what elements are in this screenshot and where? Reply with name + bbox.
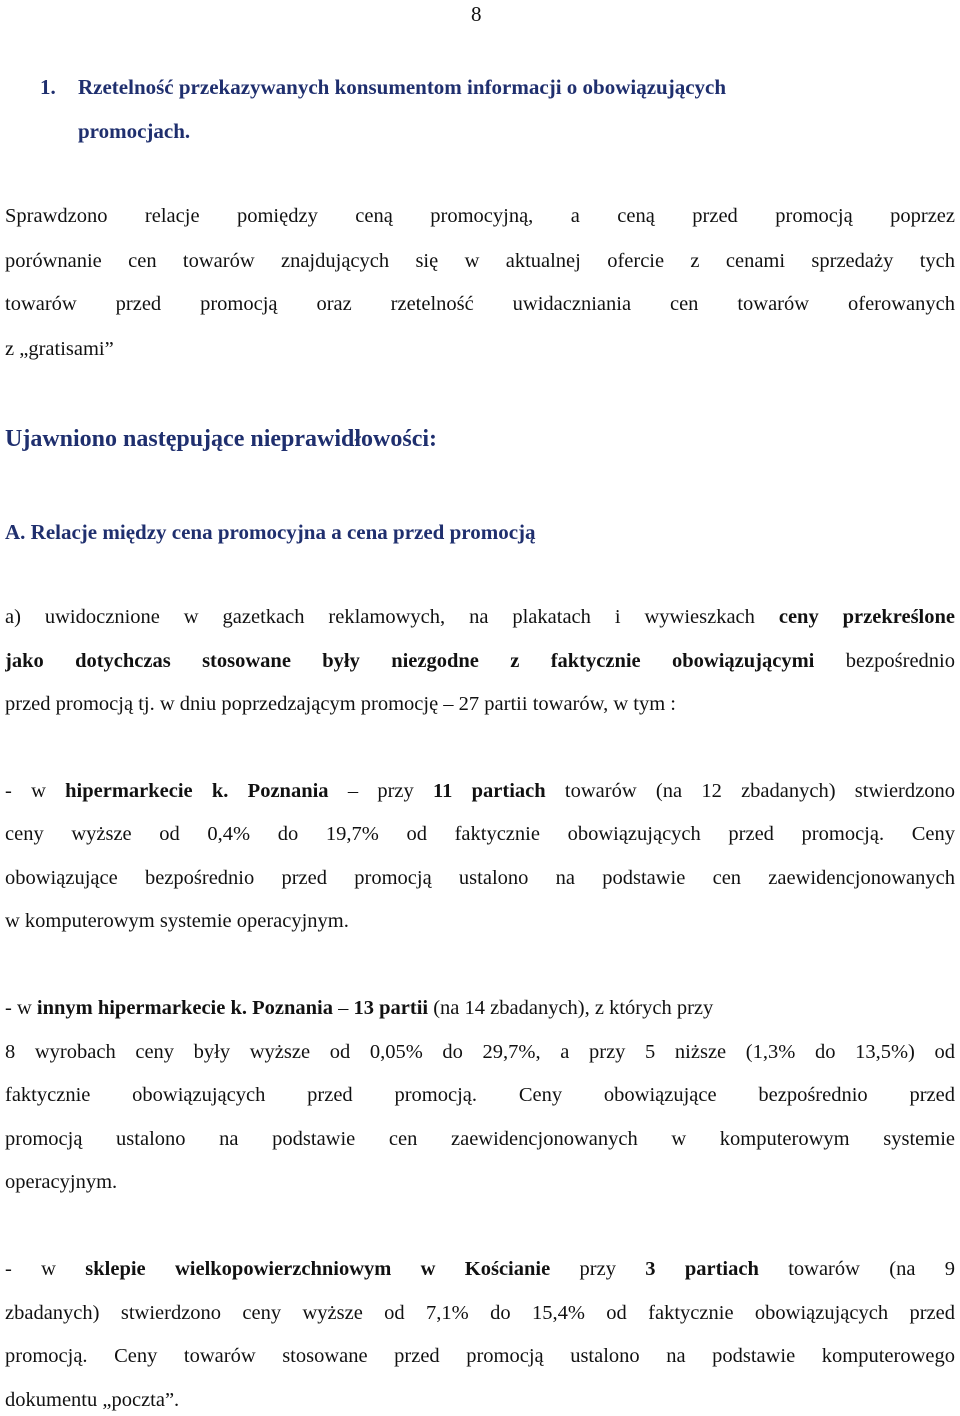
page-number: 8 xyxy=(471,2,482,26)
item2-bold-count: 13 partii xyxy=(353,997,429,1019)
item1-line-2: ceny wyższe od 0,4% do 19,7% od faktycznie obowiązujących przed promocją. Ceny xyxy=(5,823,955,845)
item3-bold-count: 3 partiach xyxy=(645,1258,759,1280)
item2-bold-place: innym hipermarkecie k. Poznania xyxy=(36,997,333,1019)
item2-line-1 xyxy=(5,994,955,1022)
para-a-text: a) uwidocznione w gazetkach reklamowych, na plakatach i wywieszkach xyxy=(5,606,779,628)
item1-line-3: obowiązujące bezpośrednio przed promocją ustalono na podstawie cen zaewidencjonowanych xyxy=(5,867,955,889)
item3-text: - w xyxy=(5,1258,86,1280)
item1-bold-count: 11 partiach xyxy=(433,780,546,802)
item1-line-1 xyxy=(5,777,955,805)
para-a-bold: jako dotychczas stosowane były niezgodne z faktycznie obowiązującymi xyxy=(5,650,815,672)
item3-line-3: promocją. Ceny towarów stosowane przed promocją ustalono na podstawie komputerowego xyxy=(5,1345,955,1367)
item3-line-4: dokumentu „poczta”. xyxy=(5,1389,180,1411)
item2-line-2: 8 wyrobach ceny były wyższe od 0,05% do 29,7%, a przy 5 niższe (1,3% do 13,5%) od xyxy=(5,1041,955,1063)
item3-text: towarów (na 9 xyxy=(758,1258,955,1280)
para-a-line-2 xyxy=(5,647,955,675)
para-a-line-3: przed promocją tj. w dniu poprzedzającym promocję – 27 partii towarów, w tym : xyxy=(5,693,676,715)
subsection-a-heading: A. Relacje między cena promocyjna a cena przed promocją xyxy=(5,520,536,544)
intro-line-4: z „gratisami” xyxy=(5,338,114,360)
findings-heading: Ujawniono następujące nieprawidłowości: xyxy=(5,426,438,452)
item1-bold-place: hipermarkecie k. Poznania xyxy=(65,780,329,802)
para-a-bold: ceny przekreślone xyxy=(778,606,955,628)
intro-line-3: towarów przed promocją oraz rzetelność uwidaczniania cen towarów oferowanych xyxy=(5,293,955,315)
intro-line-2: porównanie cen towarów znajdujących się w aktualnej ofercie z cenami sprzedaży tych xyxy=(5,250,955,272)
item1-line-4: w komputerowym systemie operacyjnym. xyxy=(5,910,349,932)
item2-text: - w xyxy=(5,997,37,1019)
item1-text: – przy xyxy=(328,780,433,802)
section-title-line2: promocjach. xyxy=(78,119,191,143)
item2-text: – xyxy=(333,997,354,1019)
item2-line-4: promocją ustalono na podstawie cen zaewidencjonowanych w komputerowym systemie xyxy=(5,1128,955,1150)
item3-bold-place: sklepie wielkopowierzchniowym w Kościanie xyxy=(85,1258,551,1280)
item1-text: towarów (na 12 zbadanych) stwierdzono xyxy=(545,780,955,802)
item3-line-2: zbadanych) stwierdzono ceny wyższe od 7,1% do 15,4% od faktycznie obowiązujących przed xyxy=(5,1302,955,1324)
section-number: 1. xyxy=(40,75,56,99)
item2-line-3: faktycznie obowiązujących przed promocją. Ceny obowiązujące bezpośrednio przed xyxy=(5,1084,955,1106)
item2-text: (na 14 zbadanych), z których przy xyxy=(428,997,714,1019)
section-title-line1: Rzetelność przekazywanych konsumentom informacji o obowiązujących xyxy=(78,75,727,99)
para-a-line-1 xyxy=(5,603,955,631)
para-a-text: bezpośrednio xyxy=(814,650,955,672)
section-heading xyxy=(40,73,727,143)
item3-line-1 xyxy=(5,1255,955,1283)
item1-text: - w xyxy=(5,780,66,802)
item3-text: przy xyxy=(550,1258,646,1280)
intro-line-1: Sprawdzono relacje pomiędzy ceną promocyjną, a ceną przed promocją poprzez xyxy=(5,205,955,227)
item2-line-5: operacyjnym. xyxy=(5,1171,118,1193)
